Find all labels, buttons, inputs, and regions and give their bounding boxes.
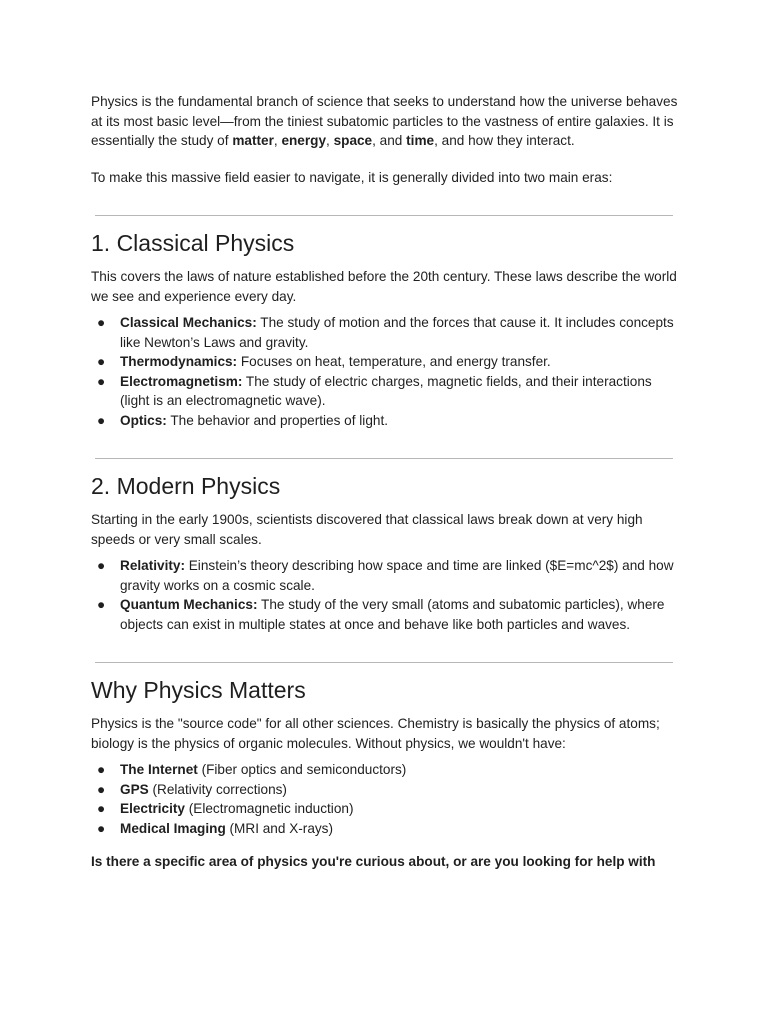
list-item: ● Classical Mechanics: The study of motion and the forces that cause it. It includes concepts like Newton’s Laws and gravity.	[97, 315, 674, 350]
bullet-icon: ●	[97, 412, 106, 428]
section-intro: Physics is the "source code" for all other sciences. Chemistry is basically the physics of atoms; biology is the physics of organic molecules. Without physics, we wouldn't have:	[91, 716, 660, 751]
intro-paragraph: Physics is the fundamental branch of science that seeks to understand how the universe behaves at its most basic level—from the tiniest subatomic particles to the vastness of entire galaxies. It is essentially the study of matter, energy, space, and time, and how they interact.	[91, 94, 678, 148]
bullet-list	[91, 556, 681, 634]
list-item: ● Medical Imaging (MRI and X-rays)	[91, 819, 681, 839]
term-energy: energy	[281, 133, 327, 148]
section-intro: Starting in the early 1900s, scientists discovered that classical laws break down at very high speeds or very small scales.	[91, 512, 643, 547]
list-item: ● Electricity (Electromagnetic induction)	[91, 799, 681, 819]
bullet-icon: ●	[97, 820, 106, 836]
bullet-icon: ●	[97, 373, 106, 389]
term-matter: matter	[232, 133, 274, 148]
bullet-icon: ●	[97, 558, 106, 573]
list-item: ● GPS (Relativity corrections)	[91, 780, 681, 800]
section-intro: This covers the laws of nature established before the 20th century. These laws describe the world we see and experience every day.	[91, 269, 677, 304]
section-divider	[95, 458, 673, 459]
section-divider	[95, 215, 673, 216]
bullet-icon: ●	[97, 315, 106, 330]
list-item: ● Optics: The behavior and properties of light.	[91, 411, 681, 431]
document-body	[91, 92, 681, 872]
list-item: ● Thermodynamics: Focuses on heat, temperature, and energy transfer.	[91, 352, 681, 372]
bullet-list	[91, 313, 681, 430]
section-divider	[95, 662, 673, 663]
bullet-icon: ●	[97, 354, 106, 369]
bullet-list	[91, 760, 681, 838]
section-heading-classical: 1. Classical Physics	[91, 230, 295, 256]
list-item: ● Quantum Mechanics: The study of the very small (atoms and subatomic particles), where objects can exist in multiple states at once and behave like both particles and waves.	[97, 597, 665, 632]
term-space: space	[333, 133, 373, 148]
list-item: ● Relativity: Einstein’s theory describing how space and time are linked ($E=mc^2$) and how gravity works on a cosmic scale.	[97, 558, 674, 593]
lead-paragraph: To make this massive field easier to navigate, it is generally divided into two main eras:	[91, 169, 613, 185]
term-time: time	[406, 133, 435, 148]
closing-question: Is there a specific area of physics you're curious about, or are you looking for help with	[91, 854, 656, 869]
section-heading-modern: 2. Modern Physics	[91, 473, 281, 499]
bullet-icon: ●	[97, 801, 106, 816]
list-item: ● The Internet (Fiber optics and semiconductors)	[91, 760, 681, 780]
list-item: ● Electromagnetism: The study of electric charges, magnetic fields, and their interactions (light is an electromagnetic wave).	[97, 373, 652, 408]
bullet-icon: ●	[97, 597, 106, 612]
bullet-icon: ●	[97, 762, 106, 777]
bullet-icon: ●	[97, 781, 106, 797]
section-heading-why: Why Physics Matters	[91, 677, 306, 703]
